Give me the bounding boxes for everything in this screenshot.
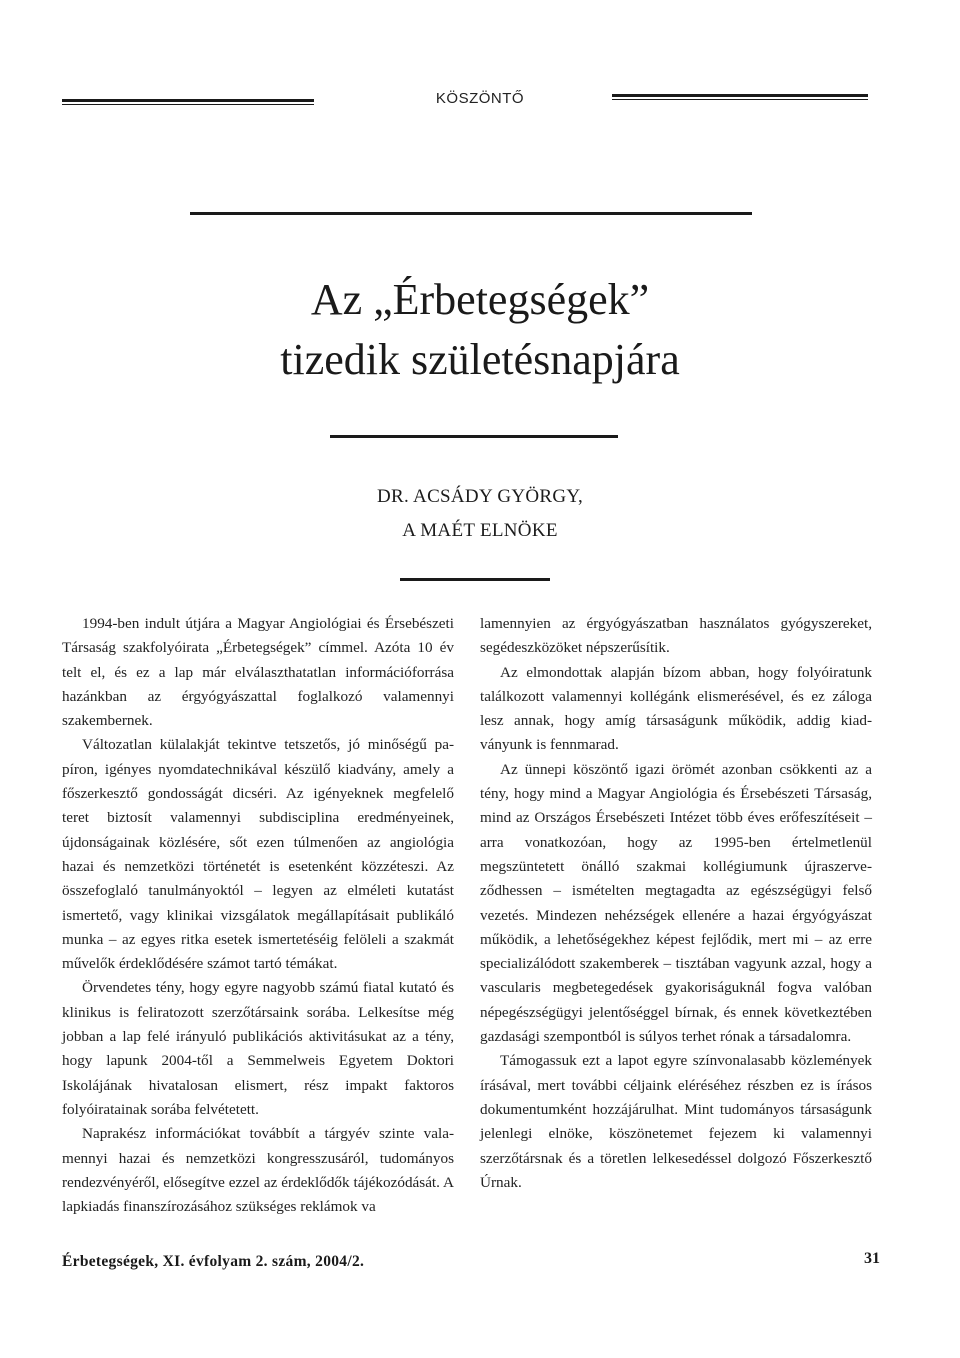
title-line-1: Az „Érbetegségek” <box>310 275 650 324</box>
left-paragraph-2: Változatlan külalakját tekintve tetszetős, jó minőségű papíron, igényes nyomdatechnikával készülő kiadvány, amely a főszerkesztő gondosságát dicséri. Az igényeknek megfelelő teret biztosít valamennyi subdisciplina eredményeinek, újdonságainak közlésére, sőt ezen túlmenően az angiológia hazai és nemzetközi történetét is esetenként közzéteszi. Az összefoglaló tanulmányoktól – legyen az elméleti kutatást ismertető, vagy klinikai vizsgálatok megállapításait publikáló munka – az egyes ritka esetek ismertetéséig felöleli a szakmát művelők érdeklődésére számot tartó témákat. <box>62 736 454 973</box>
author-name: DR. ACSÁDY GYÖRGY, <box>377 486 583 507</box>
author-bottom-rule <box>400 578 550 581</box>
header-rule-right <box>612 94 868 97</box>
body-column-right <box>480 612 872 1195</box>
body-column-left <box>62 612 454 1219</box>
right-paragraph-3: Az ünnepi köszöntő igazi örömét azonban csökkenti az a tény, hogy mind a Magyar Angiológia és Érsebészeti Társaság, mind az Országos Érsebészeti Intézet több éves erőfeszítéseit – arra vonatkozóan, hogy az 1995-ben értelmetlenül megszüntetett önálló szakmai kollégiumunk újraszerveződhessen – ismételten megtagadta az egészségügyi felső vezetés. Mindezen nehézségek ellenére a hazai érgyógyászat működik, a lehetőségekhez képest fejlődik, mert mi – az erre specializálódott szakemberek – tisztában vagyunk azzal, hogy a vascularis megbetegedések gyakoriságuknál fogva valóban népegészségügyi jelentőséggel bírnak, és ennek következtében gazdasági szempontból is súlyos terhet rónak a társadalomra. <box>480 760 872 1046</box>
left-paragraph-3: Örvendetes tény, hogy egyre nagyobb számú fiatal kutató és klinikus is feliratozott szerzőtársaink sorába. Lelkesítse még jobban a lap felé irányuló publikációs aktivitásukat az a tény, hogy lapunk 2004-től a Semmelweis Egyetem Doktori Iskolájának hivatalosan elismert, rész impakt faktoros folyóiratainak sorába felvétetett. <box>62 979 454 1118</box>
title-line-2: tizedik születésnapjára <box>280 335 680 384</box>
author-role: A MAÉT ELNÖKE <box>402 520 558 541</box>
page-number: 31 <box>864 1250 880 1267</box>
title-top-rule <box>190 212 752 215</box>
title-bottom-rule <box>330 435 618 438</box>
footer-journal-citation: Érbetegségek, XI. évfolyam 2. szám, 2004/2. <box>62 1253 365 1270</box>
header-rule-right-thin <box>612 99 868 100</box>
right-paragraph-4: Támogassuk ezt a lapot egyre színvonalasabb közlemények írásával, mert további céljaink eléréséhez részben ez is írásos dokumentumként hozzájárulhat. Mint tudományos társaságunk jelenlegi elnöke, köszönetemet fejezem ki valamennyi szerzőtársnak és a töretlen lelkesedéssel dolgozó Főszerkesztő Úrnak. <box>480 1052 872 1191</box>
article-title <box>160 270 800 390</box>
section-label: KÖSZÖNTŐ <box>435 90 525 107</box>
author-block <box>320 480 640 548</box>
right-paragraph-1: lamennyien az érgyógyászatban használatos gyógyszereket, segédeszközöket népszerűsítik. <box>480 615 872 657</box>
right-paragraph-2: Az elmondottak alapján bízom abban, hogy folyóiratunk találkozott valamennyi kollégánk elismerésével, és ez záloga lesz annak, hogy amíg társaságunk működik, addig kiadványunk is fennmarad. <box>480 663 872 754</box>
left-paragraph-1: 1994-ben indult útjára a Magyar Angiológiai és Érsebészeti Társaság szakfolyóirata „Érbetegségek” címmel. Azóta 10 év telt el, és ez a lap már elválaszthatatlan információforrása hazánkban az érgyógyászattal foglalkozó valamennyi szakembernek. <box>62 615 454 730</box>
left-paragraph-4: Naprakész információkat továbbít a tárgyév szinte valamennyi hazai és nemzetközi kongresszusáról, tudományos rendezvényéről, elősegítve ezzel az érdeklődők tájékozódását. A lapkiadás finanszírozásához szükséges reklámok va <box>62 1125 454 1216</box>
